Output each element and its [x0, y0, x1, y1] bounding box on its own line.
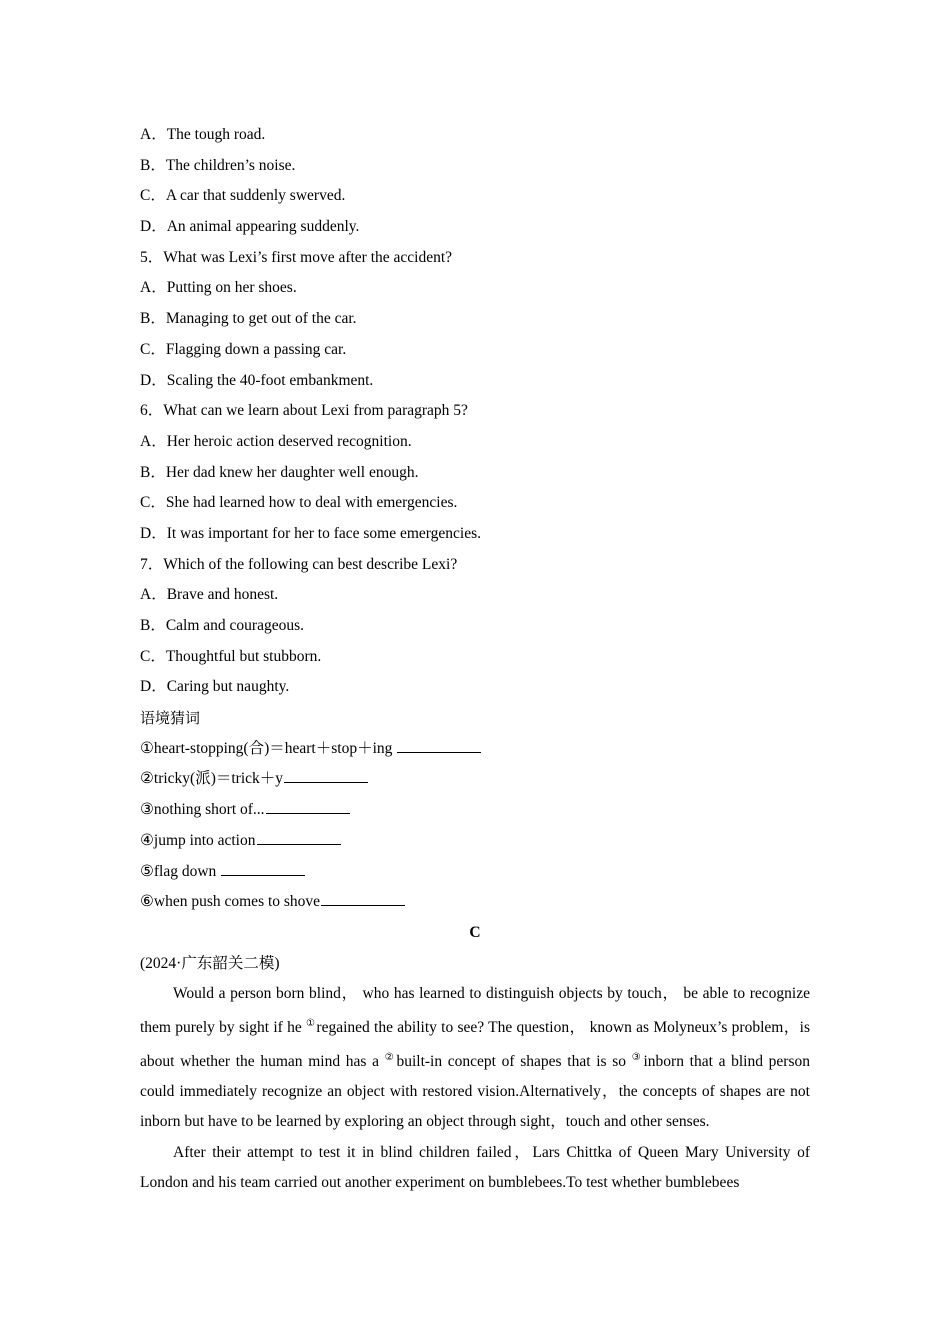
footnote-marker: ①: [306, 1017, 316, 1029]
footnote-marker: ③: [631, 1051, 643, 1063]
option-d: D．Scaling the 40-foot embankment.: [140, 371, 374, 389]
option-d: D．Caring but naughty.: [140, 678, 290, 696]
question-6: [140, 396, 810, 549]
option-a: A．The tough road.: [140, 126, 266, 143]
option-c: C．A car that suddenly swerved.: [140, 187, 346, 205]
vocab-item: ⑥when push comes to shove: [140, 887, 810, 918]
section-heading: C: [469, 923, 481, 941]
footnote-marker: ②: [384, 1051, 396, 1063]
option-a: A．Brave and honest.: [140, 586, 279, 604]
answer-blank[interactable]: [257, 826, 341, 845]
answer-blank[interactable]: [397, 734, 481, 753]
option-b: B．Her dad knew her daughter well enough.: [140, 463, 419, 481]
passage-paragraph-2: After their attempt to test it in blind children failed，Lars Chittka of Queen Mary University of London and his team carried out another experiment on bumblebees.To test whether bumblebees: [140, 1143, 810, 1191]
vocab-title: 语境猜词: [140, 709, 201, 728]
option-c: C．She had learned how to deal with emergencies.: [140, 494, 458, 512]
passage-source: (2024·广东韶关二模): [140, 954, 280, 972]
vocab-item: ④jump into action: [140, 826, 810, 857]
vocab-section: [140, 703, 810, 918]
vocab-item: ②tricky(派)＝trick＋y: [140, 764, 810, 795]
option-c: C．Thoughtful but stubborn.: [140, 647, 322, 665]
document-page: [140, 120, 810, 1198]
passage-paragraph-1: Would a person born blind， who has learned to distinguish objects by touch， be able to recognize them purely by sight if he ①regained the ability to see? The question， known as Molyneux’s problem，is about whether the human mind has a ②built-in concept of shapes that is so ③inborn that a blind person could immediately recognize an object with restored vision.Alternatively，the concepts of shapes are not inborn but have to be learned by exploring an object through sight，touch and other senses.: [140, 984, 811, 1131]
option-a: A．Her heroic action deserved recognition.: [140, 432, 412, 450]
question-5: [140, 243, 810, 396]
option-a: A．Putting on her shoes.: [140, 279, 297, 297]
vocab-item: ⑤flag down: [140, 857, 810, 888]
question-4-options: [140, 120, 810, 243]
answer-blank[interactable]: [221, 857, 305, 876]
answer-blank[interactable]: [266, 795, 350, 814]
option-b: B．Calm and courageous.: [140, 617, 305, 634]
question-text: 5．What was Lexi’s first move after the accident?: [140, 248, 453, 266]
question-text: 6．What can we learn about Lexi from paragraph 5?: [140, 402, 468, 420]
question-text: 7．Which of the following can best describe Lexi?: [140, 555, 458, 573]
option-d: D．An animal appearing suddenly.: [140, 218, 360, 236]
answer-blank[interactable]: [321, 887, 405, 906]
question-7: [140, 550, 810, 703]
option-b: B．Managing to get out of the car.: [140, 310, 357, 328]
option-c: C．Flagging down a passing car.: [140, 340, 347, 358]
option-d: D．It was important for her to face some emergencies.: [140, 524, 482, 542]
vocab-item: ①heart-stopping(合)＝heart＋stop＋ing: [140, 734, 810, 765]
answer-blank[interactable]: [284, 764, 368, 783]
option-b: B．The children’s noise.: [140, 156, 296, 174]
vocab-item: ③nothing short of...: [140, 795, 810, 826]
